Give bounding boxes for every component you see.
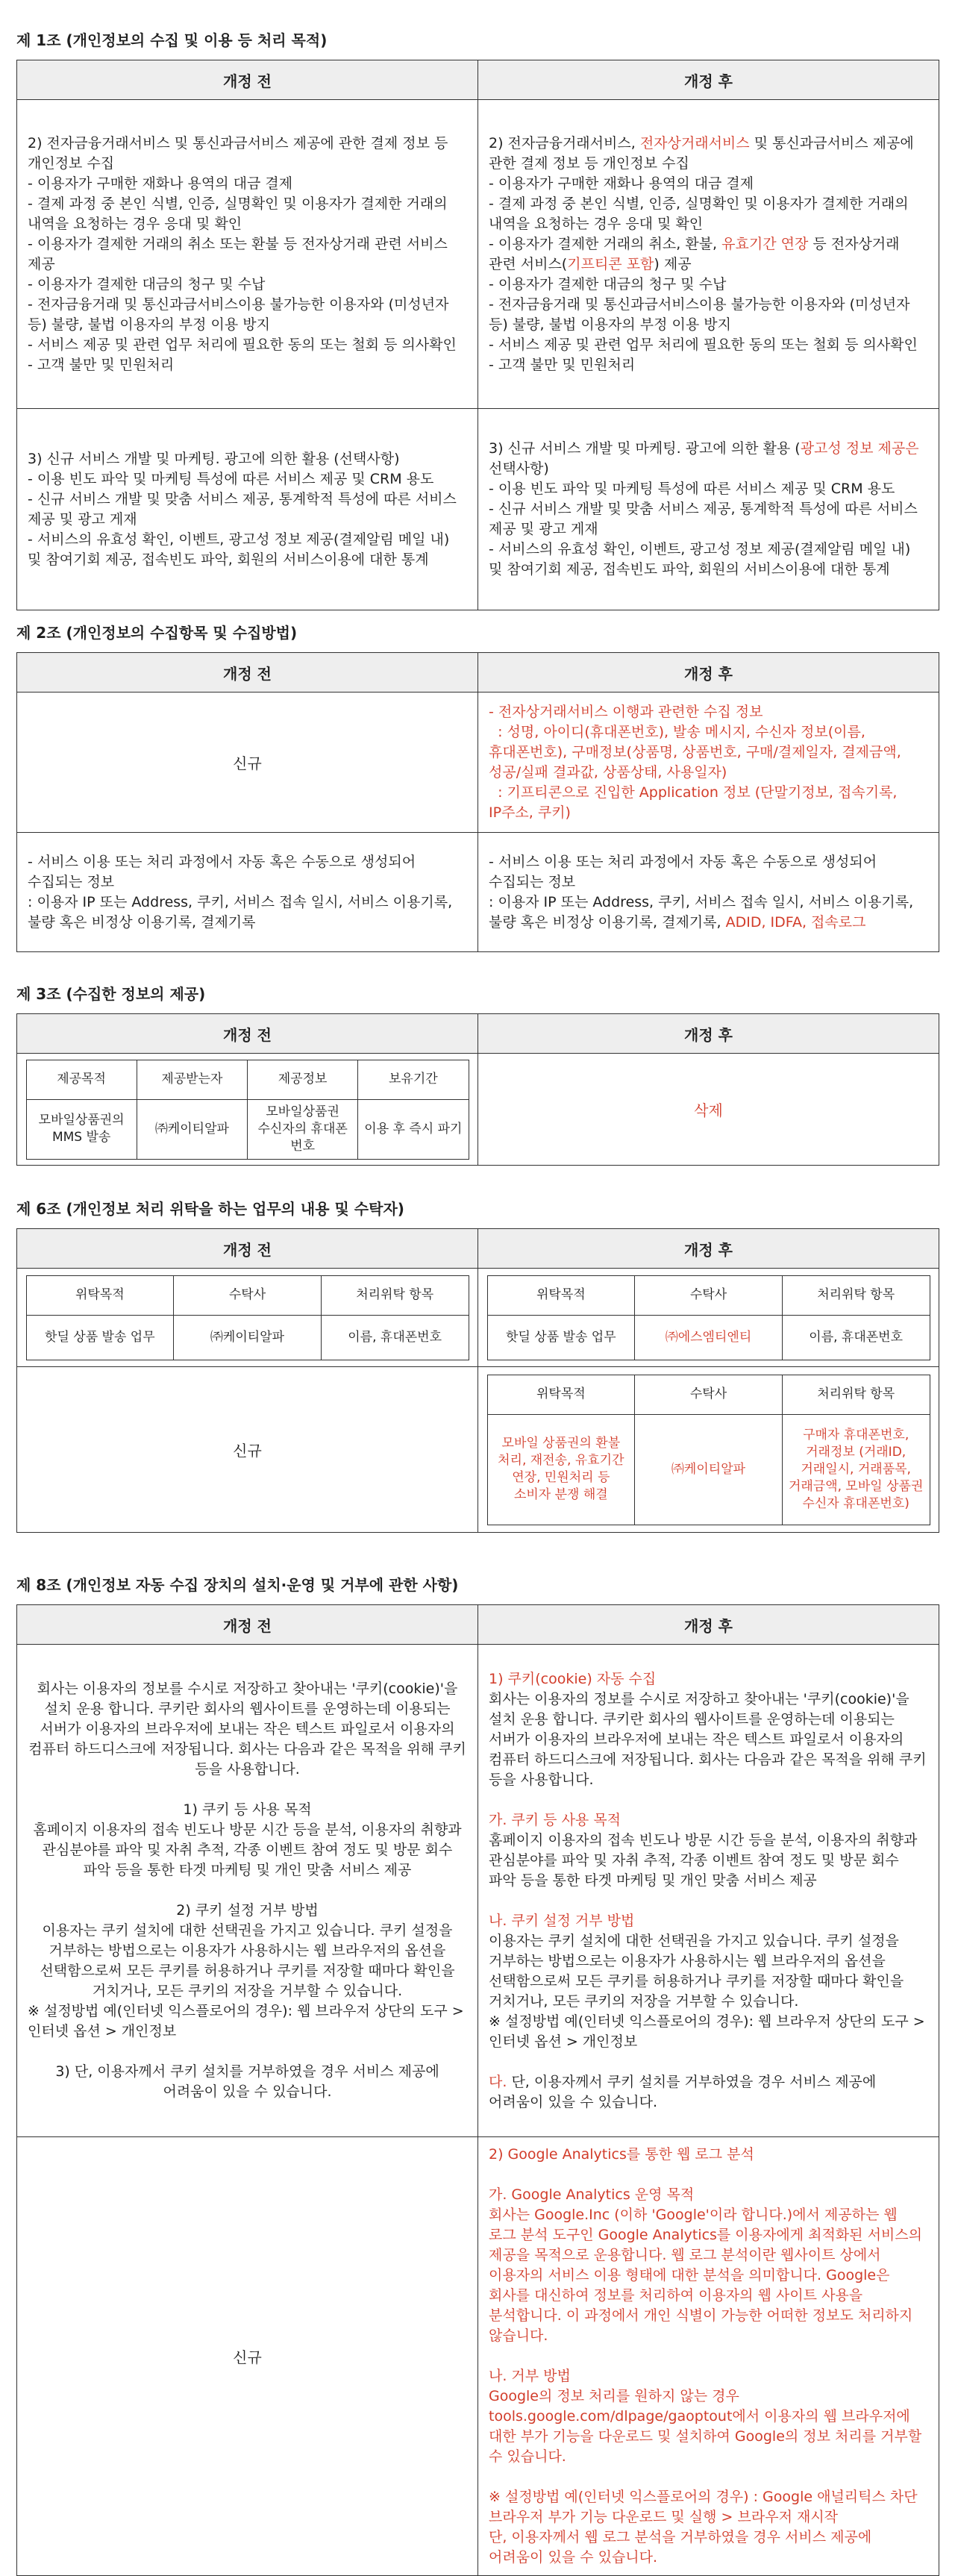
before-cell [17,1054,478,1166]
before-cell [17,100,478,409]
s1-r2-after-text: 3) 신규 서비스 개발 및 마케팅. 광고에 의한 활용 (광고성 정보 제공은 선택사항) - 이용 빈도 파악 및 마케팅 특성에 따른 서비스 제공 및 CRM 용도 - 신규 서비스 개발 및 맞춤 서비스 제공, 통계학적 특성에 따른 서비스 제공 및 광고 게재 - 서비스의 유효성 확인, 이벤트, 광고성 정보 제공(결제알림 메일 내) 및 참여기회 제공, 접속빈도 파악, 회원의 서비스이용에 대한 통계 [489,440,919,578]
after-cell [478,1269,939,1367]
after-cell [478,833,939,952]
outsourcing-header: 위탁목적 [487,1275,635,1315]
outsourcing-header: 처리위탁 항목 [782,1275,930,1315]
before-header: 개정 전 [17,653,478,693]
s8-r1-before-text: 회사는 이용자의 정보를 수시로 저장하고 찾아내는 '쿠키(cookie)'을 설치 운용 합니다. 쿠키란 회사의 웹사이트를 운영하는데 이용되는 서버가 이용자의 브라우저에 보내는 작은 텍스트 파일로서 이용자의 컴퓨터 하드디스크에 저장됩니다. 회사는 다음과 같은 목적을 위해 쿠키 등을 사용합니다. 1) 쿠키 등 사용 목적 홈페이지 이용자의 접속 빈도나 방문 시간 등을 분석, 이용자의 취향과 관심분야를 파악 및 자취 추적, 각종 이벤트 참여 정도 및 방문 회수 파악 등을 통한 타겟 마케팅 및 개인 맞춤 서비스 제공 2) 쿠키 설정 거부 방법 이용자는 쿠키 설치에 대한 선택권을 가지고 있습니다. 쿠키 설정을 거부하는 방법으로는 이용자가 사용하시는 웹 브라우저의 옵션을 선택함으로써 모든 쿠키를 허용하거나 쿠키를 저장할 때마다 확인을 거치거나, 모든 쿠키의 저장을 거부할 수 있습니다. ※ 설정방법 예(인터넷 익스플로어의 경우): 웹 브라우저 상단의 도구 > 인터넷 옵션 > 개인정보 3) 단, 이용자께서 쿠키 설치를 거부하였을 경우 서비스 제공에 어려움이 있을 수 있습니다. [28,1681,471,2100]
section-6-table [16,1228,939,1533]
before-cell [17,1269,478,1367]
provision-cell: 이용 후 즉시 파기 [358,1099,469,1159]
before-header: 개정 전 [17,1229,478,1269]
before-cell [17,1645,478,2137]
provision-header: 제공목적 [26,1060,137,1099]
outsourcing-cell: 구매자 휴대폰번호, 거래정보 (거래ID, 거래일시, 거래품목, 거래금액, 모바일 상품권 수신자 휴대폰번호) [782,1414,930,1525]
revised-text: ADID, IDFA, 접속로그 [725,913,866,931]
after-header: 개정 후 [478,1014,939,1054]
section-3-title: 제 3조 (수집한 정보의 제공) [16,985,206,1003]
after-cell [478,1367,939,1533]
after-cell [478,1645,939,2137]
provision-table [26,1060,469,1160]
provision-cell: ㈜케이티알파 [137,1099,247,1159]
section-2-title: 제 2조 (개인정보의 수집항목 및 수집방법) [16,624,298,642]
outsourcing-cell: ㈜케이티알파 [635,1414,783,1525]
provision-cell: 모바일상품권의 MMS 발송 [26,1099,137,1159]
outsourcing-table [487,1275,930,1360]
s2-r1-after-text: - 전자상거래서비스 이행과 관련한 수집 정보 : 성명, 아이디(휴대폰번호), 발송 메시지, 수신자 정보(이름, 휴대폰번호), 구매정보(상품명, 상품번호, 구매/결제일자, 결제금액, 성공/실패 결과값, 상품상태, 사용일자) : 기프티콘으로 진입한 Application 정보 (단말기정보, 접속기록, IP주소, 쿠키) [489,703,901,821]
outsourcing-cell: 핫딜 상품 발송 업무 [487,1315,635,1360]
section-3-table [16,1013,939,1166]
s1-r1-after-text: 2) 전자금융거래서비스, 전자상거래서비스 및 통신과금서비스 제공에 관한 결제 정보 등 개인정보 수집 - 이용자가 구매한 재화나 용역의 대금 결제 - 결제 과정 중 본인 식별, 인증, 실명확인 및 이용자가 결제한 거래의 내역을 요청하는 경우 응대 및 확인 - 이용자가 결제한 거래의 취소, 환불, 유효기간 연장 등 전자상거래 관련 서비스(기프티콘 포함) 제공 - 이용자가 결제한 대금의 청구 및 수납 - 전자금융거래 및 통신과금서비스이용 불가능한 이용자와 (미성년자 등) 불량, 불법 이용자의 부정 이용 방지 - 서비스 제공 및 관련 업무 처리에 필요한 동의 또는 철회 등 의사확인 - 고객 불만 및 민원처리 [489,134,918,373]
outsourcing-header: 처리위탁 항목 [782,1375,930,1414]
revised-text: 유효기간 연장 [721,235,809,252]
section-1-title: 제 1조 (개인정보의 수집 및 이용 등 처리 목적) [16,31,328,49]
section-2-table [16,652,939,952]
after-header: 개정 후 [478,60,939,100]
section-1-table [16,60,939,610]
after-cell [478,1054,939,1166]
outsourcing-cell: ㈜에스엠티엔티 [635,1315,783,1360]
provision-header: 보유기간 [358,1060,469,1099]
new-label: 신규 [233,2348,262,2366]
s8-r2-after-text: 2) Google Analytics를 통한 웹 로그 분석 가. Google Analytics 운영 목적 회사는 Google.Inc (이하 'Google'이라 합니다.)에서 제공하는 웹 로그 분석 도구인 Google Analytics를 이용자에게 최적화된 서비스의 제공을 목적으로 운용합니다. 웹 로그 분석이란 웹사이트 상에서 이용자의 서비스 이용 형태에 대한 분석을 의미합니다. Google은 회사를 대신하여 정보를 처리하여 이용자의 웹 사이트 사용을 분석합니다. 이 과정에서 개인 식별이 가능한 어떠한 정보도 처리하지 않습니다. 나. 거부 방법 Google의 정보 처리를 원하지 않는 경우 tools.google.com/dlpage/gaoptout에서 이용자의 웹 브라우저에 대한 부가 기능을 다운로드 및 설치하여 Google의 정보 처리를 거부할 수 있습니다. ※ 설정방법 예(인터넷 익스플로어의 경우) : Google 애널리틱스 차단 브라우저 부가 기능 다운로드 및 실행 > 브라우저 재시작 단, 이용자께서 웹 로그 분석을 거부하였을 경우 서비스 제공에 어려움이 있을 수 있습니다. [489,2146,922,2566]
revised-text: 기프티콘 포함 [567,255,654,272]
before-cell [17,833,478,952]
outsourcing-cell: 모바일 상품권의 환불 처리, 재전송, 유효기간 연장, 민원처리 등 소비자 분쟁 해결 [487,1414,635,1525]
before-cell [17,2137,478,2576]
outsourcing-header: 수탁사 [635,1275,783,1315]
outsourcing-cell: 핫딜 상품 발송 업무 [26,1315,174,1360]
outsourcing-table [487,1375,930,1525]
provision-header: 제공정보 [248,1060,358,1099]
revised-text: 광고성 정보 제공은 [800,440,919,457]
section-6-title: 제 6조 (개인정보 처리 위탁을 하는 업무의 내용 및 수탁자) [16,1200,404,1218]
new-label: 신규 [233,754,262,772]
before-header: 개정 전 [17,60,478,100]
provision-cell: 모바일상품권 수신자의 휴대폰 번호 [248,1099,358,1159]
provision-header: 제공받는자 [137,1060,247,1099]
after-cell [478,693,939,833]
s1-r1-before-text: 2) 전자금융거래서비스 및 통신과금서비스 제공에 관한 결제 정보 등 개인정보 수집 - 이용자가 구매한 재화나 용역의 대금 결제 - 결제 과정 중 본인 식별, 인증, 실명확인 및 이용자가 결제한 거래의 내역을 요청하는 경우 응대 및 확인 - 이용자가 결제한 거래의 취소 또는 환불 등 전자상거래 관련 서비스 제공 - 이용자가 결제한 대금의 청구 및 수납 - 전자금융거래 및 통신과금서비스이용 불가능한 이용자와 (미성년자 등) 불량, 불법 이용자의 부정 이용 방지 - 서비스 제공 및 관련 업무 처리에 필요한 동의 또는 철회 등 의사확인 - 고객 불만 및 민원처리 [28,134,457,373]
s2-r2-after-text: - 서비스 이용 또는 처리 과정에서 자동 혹은 수동으로 생성되어 수집되는 정보 : 이용자 IP 또는 Address, 쿠키, 서비스 접속 일시, 서비스 이용기록, 불량 혹은 비정상 이용기록, 결제기록, ADID, IDFA, 접속로그 [489,853,914,931]
before-cell [17,1367,478,1533]
outsourcing-cell: 이름, 휴대폰번호 [321,1315,469,1360]
outsourcing-header: 위탁목적 [26,1275,174,1315]
s1-r2-before-text: 3) 신규 서비스 개발 및 마케팅. 광고에 의한 활용 (선택사항) - 이용 빈도 파악 및 마케팅 특성에 따른 서비스 제공 및 CRM 용도 - 신규 서비스 개발 및 맞춤 서비스 제공, 통계학적 특성에 따른 서비스 제공 및 광고 게재 - 서비스의 유효성 확인, 이벤트, 광고성 정보 제공(결제알림 메일 내) 및 참여기회 제공, 접속빈도 파악, 회원의 서비스이용에 대한 통계 [28,450,457,568]
before-cell [17,693,478,833]
outsourcing-cell: ㈜케이티알파 [174,1315,322,1360]
outsourcing-header: 수탁사 [174,1275,322,1315]
revised-text: 전자상거래서비스 [639,134,750,151]
before-header: 개정 전 [17,1605,478,1645]
after-header: 개정 후 [478,1229,939,1269]
outsourcing-header: 수탁사 [635,1375,783,1414]
outsourcing-table [26,1275,469,1360]
before-cell [17,409,478,610]
new-label: 신규 [233,1442,262,1460]
deleted-label: 삭제 [694,1101,723,1119]
outsourcing-cell: 이름, 휴대폰번호 [782,1315,930,1360]
section-8-title: 제 8조 (개인정보 자동 수집 장치의 설치·운영 및 거부에 관한 사항) [16,1576,459,1594]
before-header: 개정 전 [17,1014,478,1054]
outsourcing-header: 처리위탁 항목 [321,1275,469,1315]
after-cell [478,409,939,610]
outsourcing-header: 위탁목적 [487,1375,635,1414]
after-cell [478,100,939,409]
after-header: 개정 후 [478,1605,939,1645]
after-header: 개정 후 [478,653,939,693]
after-cell [478,2137,939,2576]
section-8-table [16,1604,939,2576]
s8-r1-after-text: 1) 쿠키(cookie) 자동 수집 회사는 이용자의 정보를 수시로 저장하고 찾아내는 '쿠키(cookie)'을 설치 운용 합니다. 쿠키란 회사의 웹사이트를 운영하는데 이용되는 서버가 이용자의 브라우저에 보내는 작은 텍스트 파일로서 이용자의 컴퓨터 하드디스크에 저장됩니다. 회사는 다음과 같은 목적을 위해 쿠키 등을 사용합니다. 가. 쿠키 등 사용 목적 홈페이지 이용자의 접속 빈도나 방문 시간 등을 분석, 이용자의 취향과 관심분야를 파악 및 자취 추적, 각종 이벤트 참여 정도 및 방문 회수 파악 등을 통한 타겟 마케팅 및 개인 맞춤 서비스 제공 나. 쿠키 설정 거부 방법 이용자는 쿠키 설치에 대한 선택권을 가지고 있습니다. 쿠키 설정을 거부하는 방법으로는 이용자가 사용하시는 웹 브라우저의 옵션을 선택함으로써 모든 쿠키를 허용하거나 쿠키를 저장할 때마다 확인을 거치거나, 모든 쿠키의 저장을 거부할 수 있습니다. ※ 설정방법 예(인터넷 익스플로어의 경우): 웹 브라우저 상단의 도구 > 인터넷 옵션 > 개인정보 다. 단, 이용자께서 쿠키 설치를 거부하였을 경우 서비스 제공에 어려움이 있을 수 있습니다. [489,1670,931,2110]
s2-r2-before-text: - 서비스 이용 또는 처리 과정에서 자동 혹은 수동으로 생성되어 수집되는 정보 : 이용자 IP 또는 Address, 쿠키, 서비스 접속 일시, 서비스 이용기록, 불량 혹은 비정상 이용기록, 결제기록 [28,853,453,931]
